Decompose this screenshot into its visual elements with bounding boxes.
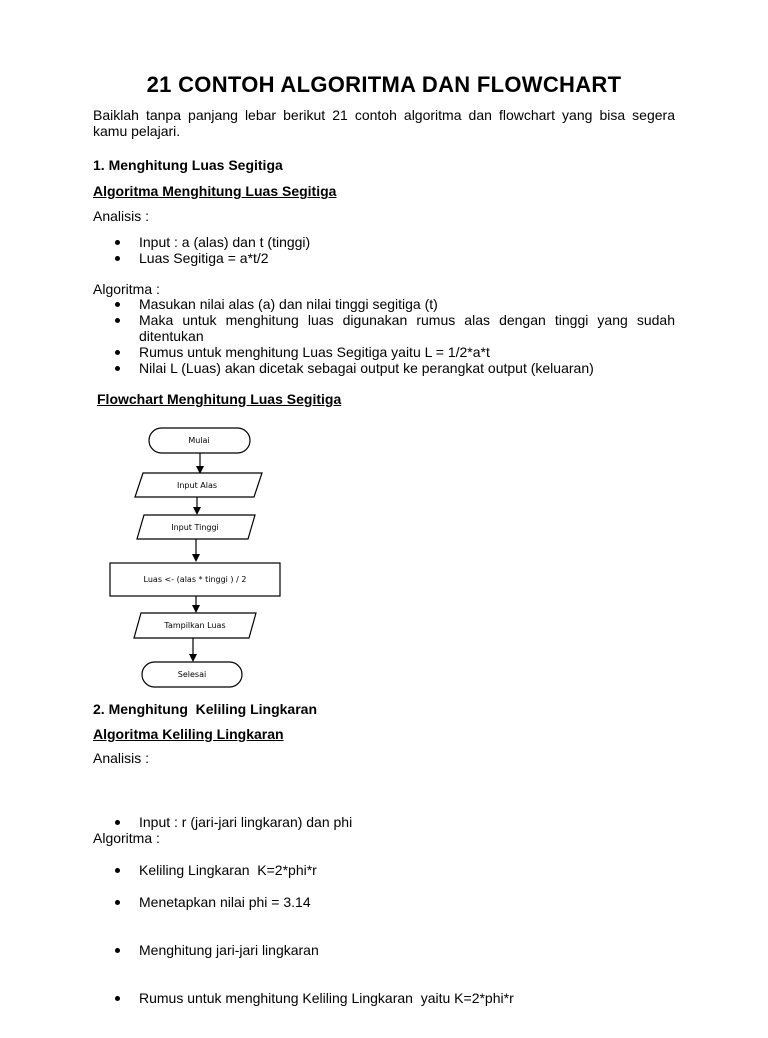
input-tinggi-label: Input Tinggi xyxy=(171,523,219,532)
list-item: Masukan nilai alas (a) dan nilai tinggi segitiga (t) xyxy=(93,296,675,312)
section1-analisis-list xyxy=(93,234,675,266)
start-label: Mulai xyxy=(188,436,210,445)
section2-analisis-label: Analisis : xyxy=(93,750,150,766)
end-label: Selesai xyxy=(177,670,207,679)
list-item: Nilai L (Luas) akan dicetak sebagai output ke perangkat output (keluaran) xyxy=(93,360,675,376)
list-item: Menetapkan nilai phi = 3.14 xyxy=(93,894,675,910)
intro-paragraph: Baiklah tanpa panjang lebar berikut 21 contoh algoritma dan flowchart yang bisa segera kamu pelajari. xyxy=(93,107,675,139)
section1-algoritma-list xyxy=(93,296,675,376)
list-item: Luas Segitiga = a*t/2 xyxy=(93,250,675,266)
flowchart-diagram xyxy=(100,420,300,695)
output-label: Tampilkan Luas xyxy=(164,621,226,630)
list-item: Keliling Lingkaran K=2*phi*r xyxy=(93,862,675,878)
list-item: Input : r (jari-jari lingkaran) dan phi xyxy=(93,814,675,830)
section2-heading: 2. Menghitung Keliling Lingkaran xyxy=(93,701,318,717)
process-label: Luas <- (alas * tinggi ) / 2 xyxy=(143,575,247,584)
list-item: Rumus untuk menghitung Keliling Lingkaran yaitu K=2*phi*r xyxy=(93,990,675,1006)
section1-algoritma-label: Algoritma : xyxy=(93,281,160,297)
section1-analisis-label: Analisis : xyxy=(93,208,150,224)
list-item: Input : a (alas) dan t (tinggi) xyxy=(93,234,675,250)
section1-algo-title: Algoritma Menghitung Luas Segitiga xyxy=(93,183,337,199)
list-item: Menghitung jari-jari lingkaran xyxy=(93,942,675,958)
list-item: Maka untuk menghitung luas digunakan rumus alas dengan tinggi yang sudah ditentukan xyxy=(93,312,675,344)
section2-algoritma-list xyxy=(93,862,675,1038)
list-item: Rumus untuk menghitung Luas Segitiga yaitu L = 1/2*a*t xyxy=(93,344,675,360)
page-title: 21 CONTOH ALGORITMA DAN FLOWCHART xyxy=(146,72,622,97)
section2-algo-title: Algoritma Keliling Lingkaran xyxy=(93,726,284,742)
section1-heading: 1. Menghitung Luas Segitiga xyxy=(93,157,283,173)
section2-algoritma-label: Algoritma : xyxy=(93,830,160,846)
flowchart-title: Flowchart Menghitung Luas Segitiga xyxy=(97,391,342,407)
input-alas-label: Input Alas xyxy=(176,481,218,490)
